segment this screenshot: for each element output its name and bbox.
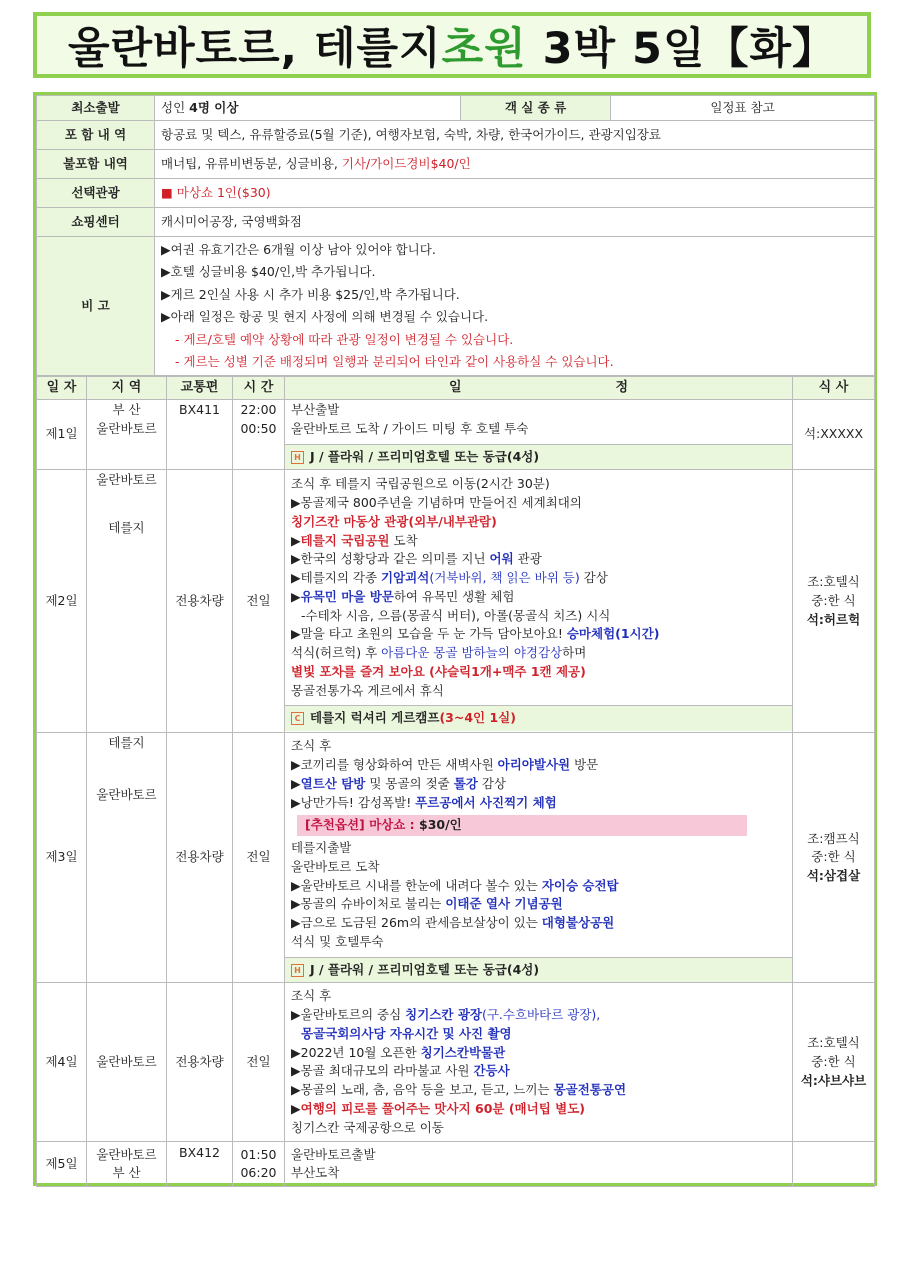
info-row-excl [37, 150, 875, 179]
day-place: 테를지 울란바토르 [87, 733, 167, 983]
day-time: 22:00 00:50 [233, 400, 285, 470]
day-row-2 [37, 470, 875, 733]
itinerary-frame [33, 92, 877, 1186]
day-time: 전일 [233, 470, 285, 733]
opt-label: 선택관광 [37, 179, 155, 208]
title-main: 울란바토르, 테를지 [67, 23, 442, 74]
hotel-icon: H [291, 451, 304, 464]
day-row-4 [37, 983, 875, 1142]
day-place: 울란바토르 [87, 983, 167, 1142]
day-meal: 조:호텔식 중:한 식 석:샤브샤브 [793, 983, 875, 1142]
shop-label: 쇼핑센터 [37, 208, 155, 237]
info-row-notes [37, 237, 875, 376]
day-meal: 조:캠프식 중:한 식 석:삼겹살 [793, 733, 875, 983]
header-transport: 교통편 [167, 377, 233, 400]
recommended-option: [추천옵션] 마상쇼 : $30/인 [297, 815, 747, 836]
header-day: 일 자 [37, 377, 87, 400]
info-row-incl [37, 121, 875, 150]
day-label: 제3일 [37, 733, 87, 983]
note-line-red: - 게르/호텔 예약 상황에 따라 관광 일정이 변경될 수 있습니다. [175, 331, 514, 347]
day-schedule: 조식 후 ▶울란바토르의 중심 칭기스칸 광장(구.수흐바타르 광장), 몽골국회의사당 자유시간 및 사진 촬영 ▶2022년 10월 오픈한 칭기스칸박물관 ▶몽골 최대규모의 라마불교 사원 간등사 ▶몽골의 노래, 춤, 음악 등을 보고, 듣고, 느끼는 몽골전통공연 ▶여행의 피로를 풀어주는 맛사지 60분 (매너팁 별도) 칭기스칸 국제공항으로 이동 [285, 983, 793, 1142]
day-schedule: 부산출발 울란바토르 도착 / 가이드 미팅 후 호텔 투숙 H J / 플라워 / 프리미엄호텔 또는 동급(4성) [285, 400, 793, 470]
min-label: 최소출발 [37, 96, 155, 121]
hotel-info: H J / 플라워 / 프리미엄호텔 또는 동급(4성) [285, 957, 792, 983]
title-duration: 3박 5일【화】 [526, 23, 837, 74]
info-row-min [37, 96, 875, 121]
note-line: ▶아래 일정은 항공 및 현지 사정에 의해 변경될 수 있습니다. [161, 309, 489, 324]
day-time: 01:50 06:20 [233, 1142, 285, 1187]
note-line-red: - 게르는 성별 기준 배정되며 일행과 분리되어 타인과 같이 사용하실 수 있습니다. [175, 354, 614, 369]
note-line: ▶여권 유효기간은 6개월 이상 남아 있어야 합니다. [161, 241, 436, 257]
hotel-icon: H [291, 964, 304, 977]
info-row-shopping [37, 208, 875, 237]
day-transport: BX411 [167, 400, 233, 470]
opt-value: ■ 마상쇼 1인($30) [155, 179, 875, 208]
header-meal: 식 사 [793, 377, 875, 400]
day-label: 제2일 [37, 470, 87, 733]
page-title [68, 15, 836, 76]
day-transport: BX412 [167, 1142, 233, 1187]
day-row-5 [37, 1142, 875, 1187]
day-time: 전일 [233, 983, 285, 1142]
day-transport: 전용차량 [167, 470, 233, 733]
min-value: 성인 4명 이상 [155, 96, 461, 121]
day-label: 제1일 [37, 400, 87, 470]
day-place: 부 산 울란바토르 [87, 400, 167, 470]
day-time: 전일 [233, 733, 285, 983]
info-row-optional [37, 179, 875, 208]
incl-label: 포 함 내 역 [37, 121, 155, 150]
day-place: 울란바토르 부 산 [87, 1142, 167, 1187]
info-table [36, 95, 875, 376]
schedule-header [37, 377, 875, 400]
camp-icon: C [291, 712, 304, 725]
hotel-info: H J / 플라워 / 프리미엄호텔 또는 동급(4성) [285, 444, 792, 470]
day-transport: 전용차량 [167, 733, 233, 983]
notes-cell [155, 237, 875, 376]
schedule-table [36, 376, 875, 1187]
day-meal [793, 1142, 875, 1187]
day-meal: 석:XXXXX [793, 400, 875, 470]
day-row-3 [37, 733, 875, 983]
room-value: 일정표 참고 [611, 96, 875, 121]
title-highlight: 초원 [441, 23, 527, 74]
day-meal: 조:호텔식 중:한 식 석:허르헉 [793, 470, 875, 733]
day-schedule: 울란바토르출발 부산도착 [285, 1142, 793, 1187]
note-label: 비 고 [37, 237, 155, 376]
day-schedule: 조식 후 테를지 국립공원으로 이동(2시간 30분) ▶몽골제국 800주년을 기념하며 만들어진 세계최대의 칭기즈칸 마동상 관광(외부/내부관람) ▶테를지 국립공원 도착 ▶한국의 성황당과 같은 의미를 지닌 어워 관광 ▶테를지의 각종 기암괴석(거북바위, 책 읽은 바위 등) 감상 ▶유목민 마을 방문하여 유목민 생활 체험 -수테차 시음, 으름(몽골식 버터), 아롤(몽골식 치즈) 시식 ▶말을 타고 초원의 모습을 두 눈 가득 담아보아요! 승마체험(1시간) 석식(허르헉) 후 아름다운 몽골 밤하늘의 야경감상하며 별빛 포차를 즐겨 보아요 (샤슬릭1개+맥주 1캔 제공) 몽골전통가옥 게르에서 휴식 C 테를지 럭셔리 게르캠프(3~4인 1실) [285, 470, 793, 733]
excl-value: 매너팁, 유류비변동분, 싱글비용, 기사/가이드경비$40/인 [155, 150, 875, 179]
day-transport: 전용차량 [167, 983, 233, 1142]
header-place: 지 역 [87, 377, 167, 400]
header-time: 시 간 [233, 377, 285, 400]
room-label: 객 실 종 류 [461, 96, 611, 121]
header-schedule: 일 정 [285, 377, 793, 400]
note-line: ▶호텔 싱글비용 $40/인,박 추가됩니다. [161, 264, 376, 279]
day-row-1 [37, 400, 875, 470]
incl-value: 항공료 및 텍스, 유류할증료(5월 기준), 여행자보험, 숙박, 차량, 한국어가이드, 관광지입장료 [155, 121, 875, 150]
note-line: ▶게르 2인실 사용 시 추가 비용 $25/인,박 추가됩니다. [161, 286, 460, 302]
day-place: 울란바토르 테를지 [87, 470, 167, 733]
day-label: 제4일 [37, 983, 87, 1142]
excl-label: 불포함 내역 [37, 150, 155, 179]
title-banner [33, 12, 871, 78]
shop-value: 캐시미어공장, 국영백화점 [155, 208, 875, 237]
hotel-info: C 테를지 럭셔리 게르캠프(3~4인 1실) [285, 705, 792, 731]
day-label: 제5일 [37, 1142, 87, 1187]
day-schedule: 조식 후 ▶코끼리를 형상화하여 만든 새벽사원 아리야발사원 방문 ▶열트산 탐방 및 몽골의 젖줄 톨강 감상 ▶낭만가득! 감성폭발! 푸르공에서 사진찍기 체험 [추천옵션] 마상쇼 : $30/인 테를지출발 울란바토르 도착 ▶울란바토르 시내를 한눈에 내려다 볼수 있는 자이승 승전탑 ▶몽골의 슈바이처로 불리는 이태준 열사 기념공원 ▶금으로 도금된 26m의 관세음보살상이 있는 대형불상공원 석식 및 호텔투숙 H J / 플라워 / 프리미엄호텔 또는 동급(4성) [285, 733, 793, 983]
